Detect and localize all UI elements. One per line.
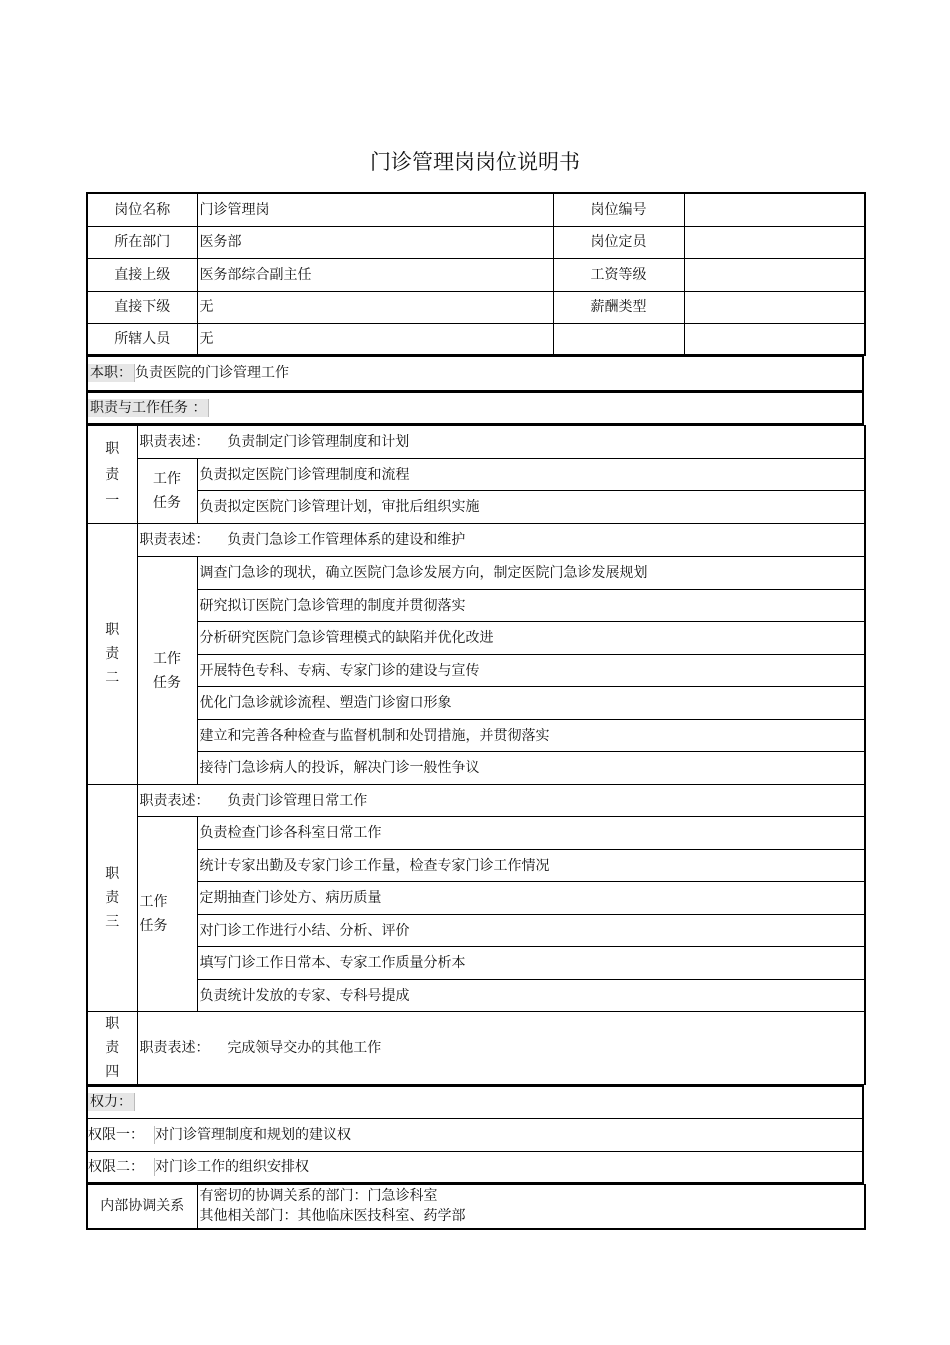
task-item: 定期抽查门诊处方、病历质量 [197,882,865,915]
field-value [684,193,865,226]
page-title: 门诊管理岗岗位说明书 [370,150,580,174]
duty-statement-text: 负责制定门诊管理制度和计划 [227,434,410,450]
field-value [684,258,865,291]
duty-statement-label: 职责表述： [139,434,210,450]
duty-name: 职 责 一 [87,426,137,524]
task-item: 研究拟订医院门急诊管理的制度并贯彻落实 [197,590,865,622]
basic-info-table [86,192,866,356]
duty-statement-label: 职责表述： [139,532,210,548]
duty-statement [137,1012,865,1085]
benzhi-value: 负责医院的门诊管理工作 [135,365,289,382]
duty-name: 职 责 三 [87,785,137,1012]
field-label: 岗位名称 [87,193,197,226]
task-label: 工作 任务 [137,557,197,785]
task-item: 开展特色专科、专病、专家门诊的建设与宣传 [197,655,865,687]
duty-statement-text: 负责门诊管理日常工作 [227,792,368,809]
field-value [684,226,865,258]
power-table [86,1085,864,1184]
task-row [87,459,865,491]
field-label: 岗位编号 [553,193,684,226]
field-label: 所在部门 [87,226,197,258]
task-label: 工作 任务 [137,817,197,1012]
task-row [87,557,865,590]
field-value [684,323,865,355]
basic-row [87,291,865,323]
duty-name: 职 责 二 [87,524,137,785]
task-item: 建立和完善各种检查与监督机制和处罚措施，并贯彻落实 [197,720,865,752]
benzhi-row [87,357,863,391]
field-label: 直接下级 [87,291,197,323]
duty-statement [137,524,865,557]
internal-values [197,1185,865,1229]
field-value: 医务部综合副主任 [197,258,553,291]
basic-row [87,193,865,226]
power-header-row [87,1086,863,1118]
task-item: 负责统计发放的专家、专科号提成 [197,980,865,1012]
field-label: 薪酬类型 [553,291,684,323]
power-header: 权力： [88,1093,135,1111]
duty-statement-label: 职责表述： [139,1040,210,1056]
power-item-label: 权限一： [88,1126,155,1144]
basic-row [87,323,865,355]
duty-statement-row [87,426,865,459]
task-item: 接待门急诊病人的投诉，解决门诊一般性争议 [197,752,865,785]
task-item: 填写门诊工作日常本、专家工作质量分析本 [197,947,865,980]
duties-header-row [87,392,863,424]
duty-statement-row [87,785,865,817]
task-item: 调查门急诊的现状，确立医院门急诊发展方向，制定医院门急诊发展规划 [197,557,865,590]
field-value: 门诊管理岗 [197,193,553,226]
benzhi-table [86,356,864,392]
power-item-value: 对门诊管理制度和规划的建议权 [155,1126,351,1143]
task-row [87,491,865,524]
task-row [87,817,865,850]
duty-statement [137,426,865,459]
field-label: 所辖人员 [87,323,197,355]
duty-name: 职 责 四 [87,1012,137,1085]
job-description-form [86,192,864,1230]
task-item: 负责拟定医院门诊管理制度和流程 [197,459,865,491]
basic-row [87,258,865,291]
task-item: 对门诊工作进行小结、分析、评价 [197,915,865,947]
field-value [684,291,865,323]
field-value: 无 [197,323,553,355]
field-label: 工资等级 [553,258,684,291]
internal-line: 有密切的协调关系的部门：门急诊科室 [199,1188,438,1205]
duty-statement-label: 职责表述： [139,792,210,809]
task-item: 分析研究医院门急诊管理模式的缺陷并优化改进 [197,622,865,655]
duty-statement-text: 完成领导交办的其他工作 [227,1040,382,1056]
power-item-row [87,1151,863,1183]
power-item-label: 权限二： [88,1158,155,1176]
task-item: 优化门急诊就诊流程、塑造门诊窗口形象 [197,687,865,720]
duty-statement-row [87,524,865,557]
task-item: 负责检查门诊各科室日常工作 [197,817,865,850]
task-label: 工作 任务 [137,459,197,524]
power-item-value: 对门诊工作的组织安排权 [155,1158,309,1175]
duties-header-table [86,392,864,426]
internal-table [86,1184,866,1230]
duty-statement-row [87,1012,865,1085]
benzhi-label: 本职： [88,364,135,382]
duties-header: 职责与工作任务 ： [88,399,209,417]
duty-statement-text: 负责门急诊工作管理体系的建设和维护 [227,532,466,548]
duty-statement [137,785,865,817]
internal-line: 其他相关部门：其他临床医技科室、药学部 [199,1208,466,1225]
field-label: 岗位定员 [553,226,684,258]
field-value: 医务部 [197,226,553,258]
task-item: 统计专家出勤及专家门诊工作量，检查专家门诊工作情况 [197,850,865,882]
field-value: 无 [197,291,553,323]
duties-table [86,425,866,1085]
task-item: 负责拟定医院门诊管理计划，审批后组织实施 [197,491,865,524]
basic-row [87,226,865,258]
internal-label: 内部协调关系 [87,1185,197,1229]
field-label [553,323,684,355]
field-label: 直接上级 [87,258,197,291]
power-item-row [87,1118,863,1151]
